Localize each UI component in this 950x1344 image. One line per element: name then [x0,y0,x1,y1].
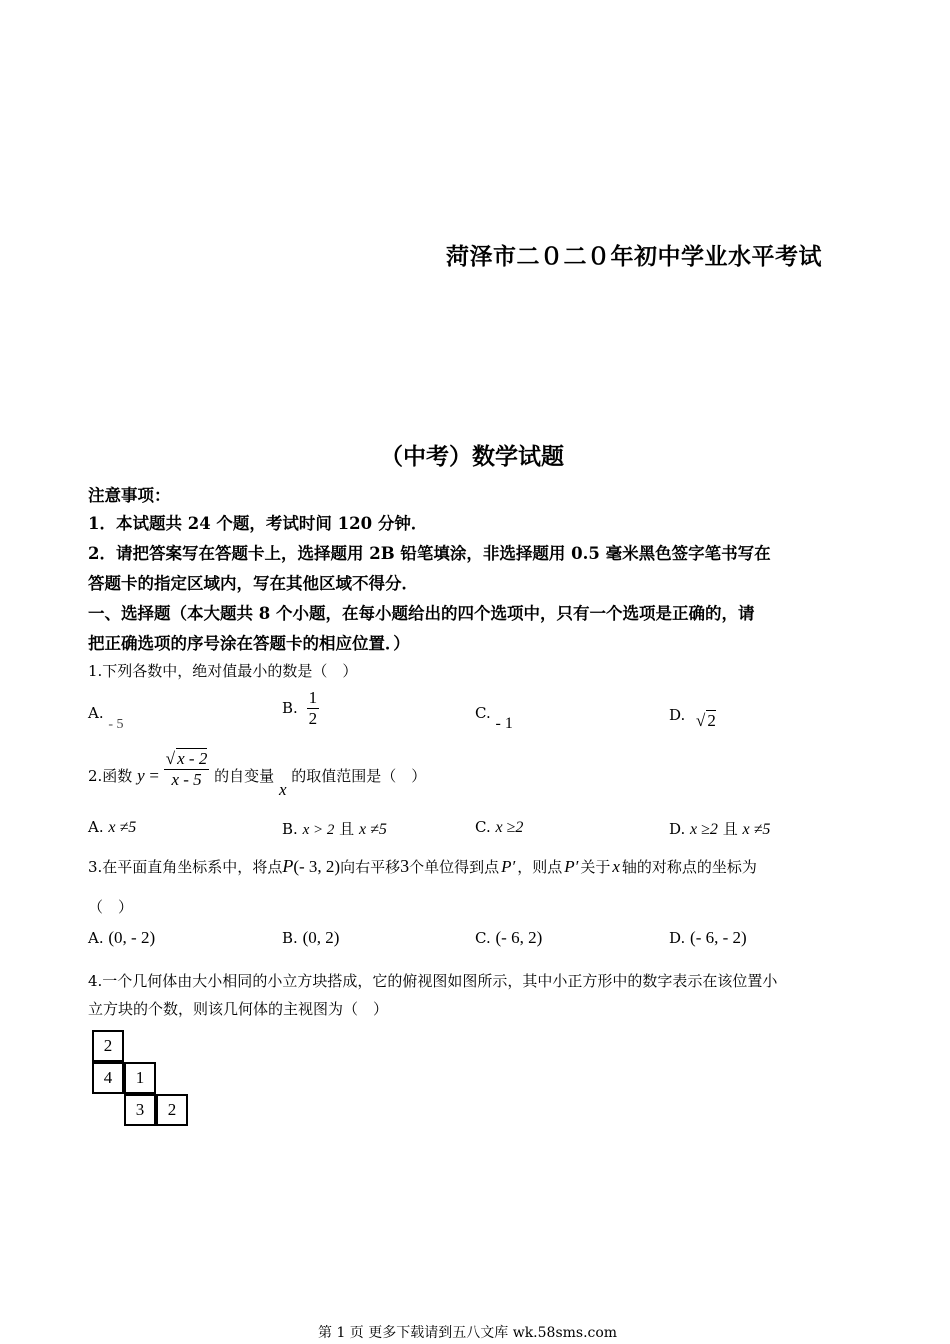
question-2-stem [88,748,427,799]
option-value: - 1 [495,715,513,732]
question-1-option-d: D. √ 2 [669,706,716,730]
question-3-paren: （ ） [88,898,134,916]
section-heading-line-1: 一、选择题（本大题共 8 个小题，在每小题给出的四个选项中，只有一个选项是正确的，请 [88,604,755,623]
question-1-option-c [475,704,513,732]
point-p-prime: P′ [564,857,579,876]
notes-item-1: 1．本试题共 24 个题，考试时间 120 分钟． [88,514,428,533]
grid-cell: 4 [92,1062,124,1094]
grid-cell: 2 [156,1094,188,1126]
option-label: B. [282,698,298,717]
fraction-numerator: x - 2 [177,749,208,768]
option-value: - 5 [108,717,124,732]
option-value: (- 6, 2) [495,928,543,947]
and-word: 且 [339,820,355,838]
option-value-2: x ≠5 [358,821,387,838]
option-label: A. [88,818,104,836]
option-value-2: x ≠5 [742,821,771,838]
question-3-option-b [282,928,339,948]
stem-part: 个单位得到点 [409,858,500,876]
stem-prefix: 2.函数 [88,767,133,785]
option-label: D. [669,820,686,838]
x-axis-var: x [612,857,620,876]
question-3-stem [88,856,757,877]
grid-cell: 2 [92,1030,124,1062]
option-label: A. [88,704,104,722]
option-value: (0, 2) [302,928,340,947]
question-2-option-d [669,818,770,839]
grid-cell: 3 [124,1094,156,1126]
notes-item-2-line-1: 2．请把答案写在答题卡上，选择题用 2B 铅笔填涂，非选择题用 0.5 毫米黑色签字笔书写在 [88,544,771,563]
option-value: (0, - 2) [108,928,156,947]
fraction-numerator: 1 [308,688,318,707]
var-y: y [137,766,145,785]
stem-part: 3.在平面直角坐标系中，将点 [88,858,283,876]
grid-cell: 1 [124,1062,156,1094]
exam-subtitle: （中考）数学试题 [380,443,564,470]
shift-amount: 3 [400,856,410,876]
function-fraction: $\frac{√ x - 2}{x - 5}$ [165,749,208,789]
point-p: P [282,856,294,876]
stem-part: ，则点 [517,858,563,876]
question-4-stem-line-1: 4.一个几何体由大小相同的小立方块搭成，它的俯视图如图所示，其中小正方形中的数字表示在该位置小 [88,972,778,990]
option-value: x ≠5 [108,819,137,836]
question-1-option-b [282,688,319,729]
exam-title: 菏泽市二０二０年初中学业水平考试 [446,243,822,270]
fraction-denominator: x - 5 [164,769,210,790]
fraction-one-half [307,688,320,729]
stem-part: 轴的对称点的坐标为 [621,858,757,876]
sqrt-value: 2 [707,711,716,730]
option-label: D. [669,706,686,724]
question-3-option-d [669,928,747,948]
option-label: C. [475,929,491,947]
notes-heading: 注意事项： [88,486,171,505]
question-2-option-b [282,818,387,839]
question-3-option-c [475,928,542,948]
point-coords: (- 3, 2) [293,857,341,876]
notes-item-2-line-2: 答题卡的指定区域内，写在其他区域不得分． [88,574,418,593]
question-1-stem: 1.下列各数中，绝对值最小的数是（ ） [88,662,358,680]
stem-part: 向右平移 [340,858,401,876]
stem-suffix: 的取值范围是（ ） [291,767,427,785]
option-label: C. [475,704,491,722]
option-value: (- 6, - 2) [690,928,747,947]
option-label: D. [669,929,686,947]
option-label: B. [282,820,298,838]
option-label: A. [88,929,104,947]
stem-middle: 的自变量 [214,767,275,785]
point-p-prime: P′ [501,857,516,876]
stem-part: 关于 [580,858,611,876]
question-2-option-a [88,818,136,837]
question-3-option-a [88,928,155,948]
option-label: B. [282,929,298,947]
option-value-1: x ≥2 [690,821,718,838]
option-value: x ≥2 [495,819,524,836]
question-1-option-a [88,704,124,732]
section-heading-line-2: 把正确选项的序号涂在答题卡的相应位置．） [88,634,410,653]
question-4-stem-line-2: 立方块的个数，则该几何体的主视图为（ ） [88,1000,389,1018]
option-label: C. [475,818,491,836]
option-value-1: x > 2 [302,822,335,838]
page-footer: 第 1 页 更多下载请到五八文库 wk.58sms.com [318,1325,618,1341]
equals-sign: = [149,766,160,785]
var-x: x [278,780,287,799]
fraction-denominator: 2 [308,709,318,728]
question-2-option-c [475,818,523,837]
and-word: 且 [722,820,738,838]
